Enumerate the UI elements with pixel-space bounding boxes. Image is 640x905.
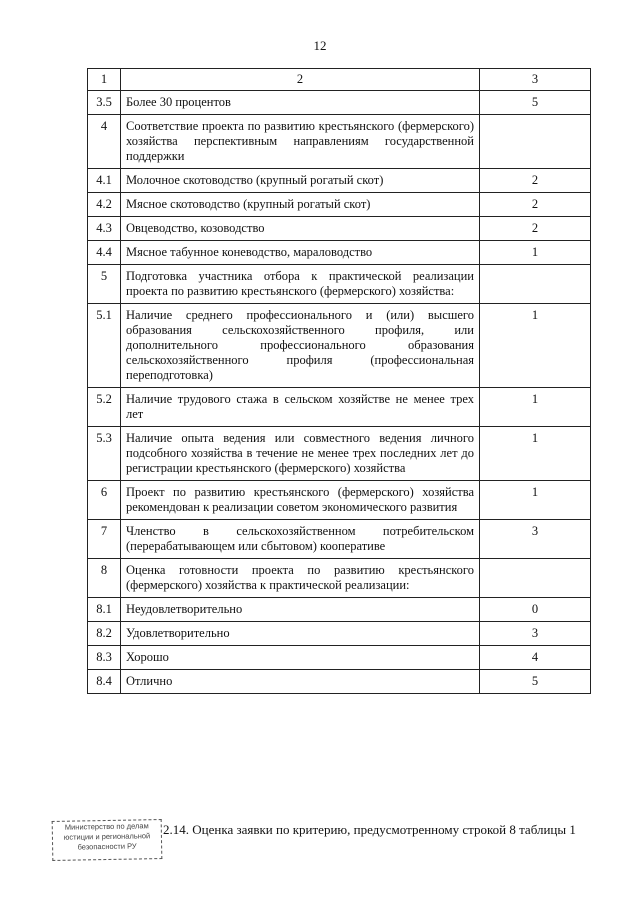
row-number: 4.3 — [88, 217, 121, 241]
row-criterion: Членство в сельскохозяйственном потребительском (перерабатывающем или сбытовом) кооперативе — [121, 520, 480, 559]
row-criterion: Наличие среднего профессионального и (или) высшего образования сельскохозяйственного профиля, или дополнительного профессионального образования сельскохозяйственного профиля (профессиональная переподготовка) — [121, 304, 480, 388]
row-criterion: Наличие трудового стажа в сельском хозяйстве не менее трех лет — [121, 388, 480, 427]
table-row — [88, 559, 591, 598]
row-score — [480, 115, 591, 169]
row-number: 5.2 — [88, 388, 121, 427]
row-number: 8.4 — [88, 670, 121, 694]
row-score: 2 — [480, 169, 591, 193]
header-col-1: 1 — [88, 69, 121, 91]
table-row — [88, 427, 591, 481]
stamp-line: Министерство по делам — [64, 821, 149, 832]
table-header-row — [88, 69, 591, 91]
row-number: 8.3 — [88, 646, 121, 670]
criteria-table-body — [88, 69, 591, 694]
row-criterion: Наличие опыта ведения или совместного ведения личного подсобного хозяйства в течение не менее трех последних лет до регистрации крестьянского (фермерского) хозяйства — [121, 427, 480, 481]
table-row — [88, 646, 591, 670]
row-score: 3 — [480, 520, 591, 559]
table-row — [88, 115, 591, 169]
table-row — [88, 91, 591, 115]
registration-stamp — [52, 819, 163, 861]
row-score: 3 — [480, 622, 591, 646]
row-criterion: Проект по развитию крестьянского (фермерского) хозяйства рекомендован к реализации советом экономического развития — [121, 481, 480, 520]
row-number: 8.1 — [88, 598, 121, 622]
row-number: 4.2 — [88, 193, 121, 217]
table-row — [88, 670, 591, 694]
table-row — [88, 520, 591, 559]
row-score: 4 — [480, 646, 591, 670]
table-row — [88, 217, 591, 241]
row-criterion: Неудовлетворительно — [121, 598, 480, 622]
row-criterion: Молочное скотоводство (крупный рогатый скот) — [121, 169, 480, 193]
table-row — [88, 481, 591, 520]
row-score: 1 — [480, 304, 591, 388]
header-col-2: 2 — [121, 69, 480, 91]
row-criterion: Хорошо — [121, 646, 480, 670]
row-criterion: Мясное табунное коневодство, мараловодство — [121, 241, 480, 265]
row-criterion: Отлично — [121, 670, 480, 694]
stamp-line: юстиции и региональной — [63, 831, 151, 842]
row-score: 0 — [480, 598, 591, 622]
table-row — [88, 304, 591, 388]
row-score: 1 — [480, 481, 591, 520]
table-row — [88, 193, 591, 217]
table-row — [88, 622, 591, 646]
stamp-line: безопасности РУ — [77, 841, 137, 852]
row-score: 5 — [480, 670, 591, 694]
row-number: 7 — [88, 520, 121, 559]
row-number: 4 — [88, 115, 121, 169]
row-score: 1 — [480, 427, 591, 481]
row-score — [480, 265, 591, 304]
row-number: 6 — [88, 481, 121, 520]
row-score: 5 — [480, 91, 591, 115]
footer-paragraph: 2.14. Оценка заявки по критерию, предусмотренному строкой 8 таблицы 1 — [163, 822, 576, 837]
table-row — [88, 241, 591, 265]
criteria-table — [87, 68, 591, 694]
row-score: 1 — [480, 241, 591, 265]
row-criterion: Мясное скотоводство (крупный рогатый скот) — [121, 193, 480, 217]
row-criterion: Овцеводство, козоводство — [121, 217, 480, 241]
row-criterion: Удовлетворительно — [121, 622, 480, 646]
row-criterion: Соответствие проекта по развитию крестьянского (фермерского) хозяйства перспективным направлениям государственной поддержки — [121, 115, 480, 169]
row-number: 4.1 — [88, 169, 121, 193]
row-score: 2 — [480, 217, 591, 241]
row-criterion: Подготовка участника отбора к практической реализации проекта по развитию крестьянского (фермерского) хозяйства: — [121, 265, 480, 304]
row-number: 8 — [88, 559, 121, 598]
table-row — [88, 265, 591, 304]
row-number: 5.3 — [88, 427, 121, 481]
row-number: 5.1 — [88, 304, 121, 388]
row-criterion: Более 30 процентов — [121, 91, 480, 115]
page-number: 12 — [313, 38, 327, 53]
table-row — [88, 598, 591, 622]
row-score: 2 — [480, 193, 591, 217]
row-score — [480, 559, 591, 598]
row-criterion: Оценка готовности проекта по развитию крестьянского (фермерского) хозяйства к практической реализации: — [121, 559, 480, 598]
row-number: 5 — [88, 265, 121, 304]
header-col-3: 3 — [480, 69, 591, 91]
row-score: 1 — [480, 388, 591, 427]
row-number: 4.4 — [88, 241, 121, 265]
table-row — [88, 388, 591, 427]
row-number: 3.5 — [88, 91, 121, 115]
row-number: 8.2 — [88, 622, 121, 646]
table-row — [88, 169, 591, 193]
